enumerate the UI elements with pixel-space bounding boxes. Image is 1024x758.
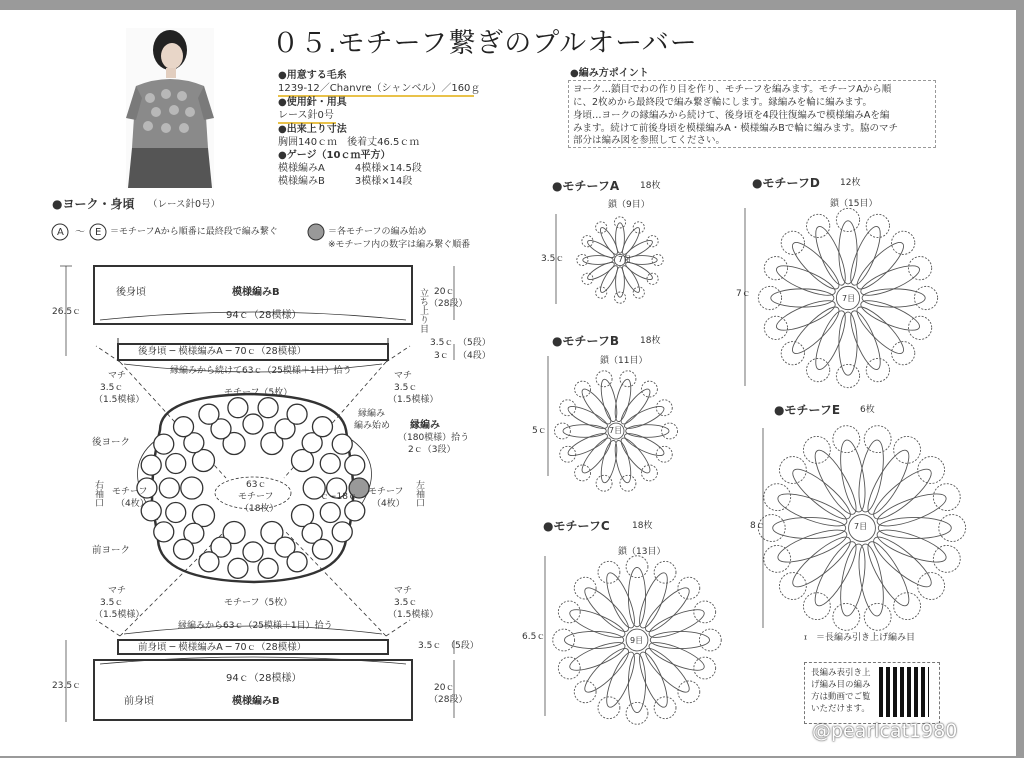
yoke-motif-circle	[228, 398, 248, 418]
gauge-pattern-b: 模様編みB 3模様×14段	[278, 176, 413, 187]
motif-4-right: モチーフ	[368, 487, 404, 497]
back-row-a: 後身頃 ─ 模様編みA ─ 70ｃ（28模様）	[138, 346, 307, 357]
yoke-motif-circle	[312, 417, 332, 437]
gauge-heading: ●ゲージ（10ｃｍ平方）	[278, 150, 391, 161]
motif-b-title: ●モチーフB	[552, 334, 620, 348]
machi-pattern-bl: （1.5模様）	[94, 610, 145, 620]
yoke-motif-circle	[332, 434, 352, 454]
width-94-top: 94ｃ（28模様）	[226, 310, 302, 321]
dim-28dan-bottom: （28段）	[429, 695, 468, 705]
edge-180: （180模様）拾う	[398, 433, 470, 443]
dim-3-5-back: 3.5ｃ	[430, 338, 454, 348]
yoke-motif-circle	[166, 454, 186, 474]
points-line: 身頃…ヨークの縁編みから続けて、後身頃を4段往復編みで模様編みAを編	[573, 110, 890, 121]
yarn-value: 1239-12／Chanvre（シャンベル）／160ｇ	[278, 84, 474, 97]
dim-5dan-back: （5段）	[458, 338, 491, 348]
yoke-motif-circle	[166, 502, 186, 522]
yoke-motif-circle	[345, 455, 365, 475]
edge-start-label: 縁編み	[358, 409, 386, 419]
right-cuff-label: 右袖口	[93, 480, 103, 507]
motif-b-count: 18枚	[640, 336, 661, 346]
yoke-motif-circle	[154, 434, 174, 454]
yoke-heading: ●ヨーク・身頃	[52, 197, 135, 211]
motif-d-chain: 鎖（15目）	[830, 199, 878, 209]
yoke-heading-note: （レース針0号）	[148, 199, 221, 210]
motif-5-bottom: モチーフ（5枚）	[224, 598, 293, 608]
needle-value: レース針0号	[278, 111, 336, 124]
motif-c-count: 18枚	[632, 521, 653, 531]
qr-code[interactable]	[879, 667, 929, 717]
machi-size-br: 3.5ｃ	[394, 598, 418, 608]
yoke-motif-circle	[154, 522, 174, 542]
center-motif: モチーフ	[238, 492, 274, 502]
dim-26-5: 26.5ｃ	[52, 307, 82, 317]
motif-4-left-count: （4枚）	[116, 499, 149, 509]
motif-e-size: 8ｃ	[750, 521, 765, 531]
yoke-motif-circle	[312, 539, 332, 559]
yoke-motif-circle	[141, 455, 161, 475]
motif-a-chain: 鎖（9目）	[608, 200, 650, 210]
machi-size-bl: 3.5ｃ	[100, 598, 124, 608]
motif-d-center: 7目	[842, 294, 856, 303]
yoke-motif-circle	[174, 539, 194, 559]
motif-d-title: ●モチーフD	[752, 176, 820, 190]
legend-e-letter: E	[95, 227, 102, 238]
motif-legend: ＝長編み引き上げ編み目	[816, 633, 916, 643]
motif-e-center: 7目	[854, 522, 868, 531]
motif-a-count: 18枚	[640, 181, 661, 191]
machi-label-tl: マチ	[108, 371, 127, 381]
machi-pattern-tr: （1.5模様）	[388, 395, 439, 405]
yoke-motif-circle	[258, 558, 278, 578]
legend-a-letter: A	[57, 227, 64, 238]
motif-5-top: モチーフ（5枚）	[224, 388, 293, 398]
front-row-a: 前身頃 ─ 模様編みA ─ 70ｃ（28模様）	[138, 642, 307, 653]
motif-a-size: 3.5ｃ	[541, 254, 565, 264]
size-value: 胸囲140ｃｍ 後着丈46.5ｃｍ	[278, 137, 420, 148]
front-yoke-label: 前ヨーク	[92, 545, 131, 556]
motif-c-size: 6.5ｃ	[522, 632, 546, 642]
pickup-bottom: 縁編みから63ｃ（25模様＋1目）拾う	[178, 621, 333, 631]
gauge-pattern-a: 模様編みA 4模様×14.5段	[278, 163, 422, 174]
machi-pattern-br: （1.5模様）	[388, 610, 439, 620]
watermark: @pearlcat1980	[812, 720, 958, 742]
legend-tilde: 〜	[75, 227, 85, 238]
motif-4-left: モチーフ	[112, 487, 148, 497]
motif-d-count: 12枚	[840, 178, 861, 188]
motif-e-title: ●モチーフE	[774, 403, 841, 417]
yoke-motif-circle	[159, 478, 179, 498]
back-body-label: 後身頃	[116, 287, 146, 298]
front-body-label: 前身頃	[124, 696, 154, 707]
motif-c-title: ●モチーフC	[543, 519, 610, 533]
yoke-motif-circle	[228, 558, 248, 578]
machi-size-tr: 3.5ｃ	[394, 383, 418, 393]
qr-text-line: いただけます。	[811, 704, 870, 714]
machi-label-bl: マチ	[108, 586, 127, 596]
motif-c-chain: 鎖（13目）	[618, 547, 666, 557]
points-line: みます。続けて前後身頃を模様編みA・模様編みBで輪に編みます。脇のマチ	[573, 123, 898, 134]
yoke-motif-circle	[320, 454, 340, 474]
qr-text-line: 長編み表引き上	[811, 668, 871, 678]
yoke-motif-circle	[258, 398, 278, 418]
edge-2c: 2ｃ（3段）	[408, 445, 456, 455]
legend-start-text: ＝各モチーフの編み始め	[328, 227, 427, 237]
dim-20c-top: 20ｃ	[434, 287, 455, 297]
page-title: ０５.モチーフ繋ぎのプルオーバー	[272, 28, 698, 59]
center-18: （18枚）	[240, 504, 279, 514]
points-line: 部分は編み図を参照してください。	[573, 135, 726, 146]
size-heading: ●出来上り寸法	[278, 124, 347, 135]
motif-b-center: 7目	[609, 426, 623, 435]
dim-3c: 3ｃ	[434, 351, 449, 361]
motif-c-center: 9目	[630, 636, 644, 645]
yoke-motif-circle	[287, 404, 307, 424]
dim-5dan-front: （5段）	[446, 641, 479, 651]
pattern-b-top: 模様編みB	[232, 287, 280, 298]
yoke-motif-circle	[243, 542, 263, 562]
machi-label-br: マチ	[394, 586, 413, 596]
motif-e-count: 6枚	[860, 405, 875, 415]
machi-label-tr: マチ	[394, 371, 413, 381]
edge-title: 縁編み	[410, 420, 440, 431]
motif-b-size: 5ｃ	[532, 426, 547, 436]
yoke-motif-circle	[345, 501, 365, 521]
back-yoke-label: 後ヨーク	[92, 437, 131, 448]
dim-20c-bottom: 20ｃ	[434, 683, 455, 693]
dim-3-5-front: 3.5ｃ	[418, 641, 442, 651]
motif-4-right-count: （4枚）	[372, 499, 405, 509]
yarn-heading: ●用意する毛糸	[278, 70, 347, 81]
points-heading: ●編み方ポイント	[570, 68, 649, 79]
c-18c-label: ｃ−18ｃ	[320, 492, 357, 502]
legend-join-text: ＝モチーフAから順番に最終段で編み繋ぐ	[110, 227, 278, 237]
yoke-motif-circle	[320, 502, 340, 522]
qr-text-line: げ編み目の編み	[811, 680, 871, 690]
yoke-motif-circle	[243, 414, 263, 434]
center-63: 63ｃ	[246, 480, 267, 490]
pickup-top: 縁編みから続けて63ｃ（25模様＋1目）拾う	[170, 366, 352, 376]
yoke-motif-circle	[181, 477, 203, 499]
machi-pattern-tl: （1.5模様）	[94, 395, 145, 405]
yoke-motif-circle	[199, 404, 219, 424]
motif-a-title: ●モチーフA	[552, 179, 620, 193]
tachiagari-label: 立ち上り目	[418, 288, 428, 333]
qr-text-line: 方は動画でご覧	[811, 692, 871, 702]
width-94-bottom: 94ｃ（28模様）	[226, 673, 302, 684]
motif-a-center: 7目	[618, 255, 632, 264]
machi-size-tl: 3.5ｃ	[100, 383, 124, 393]
dim-23-5: 23.5ｃ	[52, 681, 82, 691]
yoke-motif-circle	[199, 552, 219, 572]
yoke-motif-circle	[332, 522, 352, 542]
pattern-b-bottom: 模様編みB	[232, 696, 280, 707]
edge-start-label-2: 編み始め	[354, 421, 391, 431]
yoke-motif-circle	[174, 417, 194, 437]
points-line: に、2枚めから最終段で編み繋ぎ輪にします。縁編みを輪に編みます。	[573, 97, 873, 108]
points-line: ヨーク…鎖目でわの作り目を作り、モチーフを編みます。モチーフAから順	[573, 84, 892, 95]
yoke-motif-circle	[287, 552, 307, 572]
treble-post-stitch-symbol: ᶦ	[804, 633, 808, 648]
motif-d-size: 7ｃ	[736, 289, 751, 299]
dim-4dan: （4段）	[458, 351, 491, 361]
motif-b-chain: 鎖（11目）	[600, 356, 648, 366]
needle-heading: ●使用針・用具	[278, 97, 347, 108]
left-cuff-label: 左袖口	[414, 480, 424, 507]
dim-28dan-top: （28段）	[429, 299, 468, 309]
legend-note: ※モチーフ内の数字は編み繋ぐ順番	[328, 240, 471, 250]
